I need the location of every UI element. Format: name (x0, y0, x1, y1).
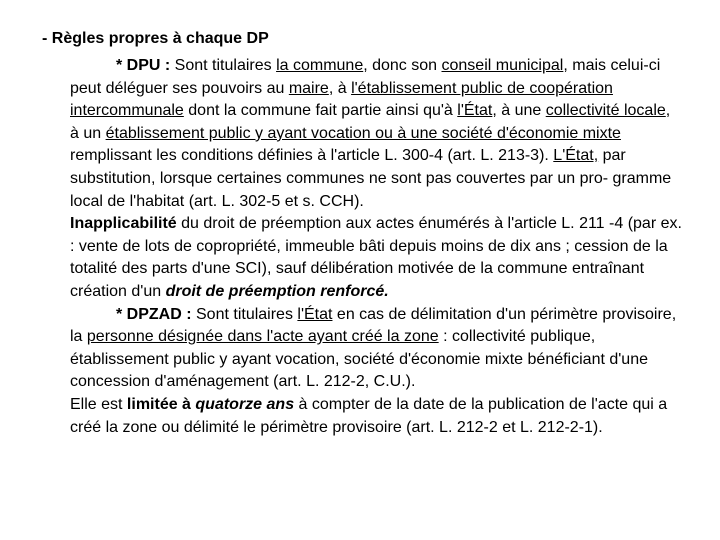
text-run: du droit de préemption aux actes énumérés à l'article L. 211 -4 (par ex. : vente de lots de copropriété, immeuble bâti depuis moins de dix ans ; cession de la totalité des parts d'une SCI), sauf délibération motivée de la commune entraînant création d'un (70, 215, 682, 300)
underlined-term: collectivité locale (545, 102, 666, 120)
dpzad-paragraph (70, 304, 682, 394)
underlined-term: la commune (276, 57, 364, 74)
underlined-term: L'État, (553, 147, 599, 165)
text-run: remplissant les conditions définies à l'article L. 300-4 (art. L. 213-3). (70, 147, 554, 165)
text-run: par substitution, lorsque certaines communes ne sont pas couvertes par un pro- gramme local de l'habitat (art. L. 302-5 et s. CCH). (70, 147, 672, 210)
underlined-term: maire (288, 79, 329, 97)
text-run: , donc son (363, 57, 442, 74)
text-run: , mais celui-ci peut déléguer ses pouvoirs au (70, 57, 661, 97)
bold-term: limitée à (126, 395, 196, 413)
underlined-term: l'État (297, 305, 333, 323)
text-run: en cas de délimitation d'un périmètre provisoire, la (70, 305, 677, 346)
dpu-paragraph (70, 55, 682, 213)
underlined-term: l'État (457, 102, 493, 120)
text-run: , à une (492, 102, 546, 120)
text-run: à compter de la date de la publication de l'acte qui a créé la zone ou délimité le périmètre provisoire (art. L. 212-2 et L. 212-2-1). (70, 395, 668, 436)
emphasis-term: droit de préemption renforcé. (165, 282, 389, 300)
underlined-term: l'établissement public de coopération intercommunale (70, 79, 613, 120)
text-run: Sont titulaires (191, 305, 298, 323)
underlined-term: établissement public y ayant vocation ou à une société d'économie mixte (105, 124, 621, 142)
inapplicabilite-paragraph (70, 213, 682, 303)
limite-paragraph (70, 394, 682, 439)
dpu-label: * DPU : (116, 57, 171, 74)
emphasis-term: quatorze ans (195, 395, 295, 413)
underlined-term: personne désignée dans l'acte ayant créé la zone (86, 328, 439, 346)
text-run: , à un (70, 102, 671, 142)
dpzad-label: * DPZAD : (116, 305, 192, 323)
inapplicabilite-label: Inapplicabilité (70, 215, 177, 233)
text-run: : collectivité publique, établissement public y ayant vocation, société d'économie mixte bénéficiant d'une concession d'aménagement (art. L. 212-2, C.U.). (70, 328, 648, 391)
section-heading: - Règles propres à chaque DP (42, 30, 269, 47)
text-run: dont la commune fait partie ainsi qu'à (183, 102, 458, 120)
text-run: Elle est (70, 395, 127, 413)
text-run: , à (328, 79, 352, 97)
document-body (70, 55, 682, 439)
underlined-term: conseil municipal (441, 57, 564, 74)
text-run: Sont titulaires (170, 57, 277, 74)
